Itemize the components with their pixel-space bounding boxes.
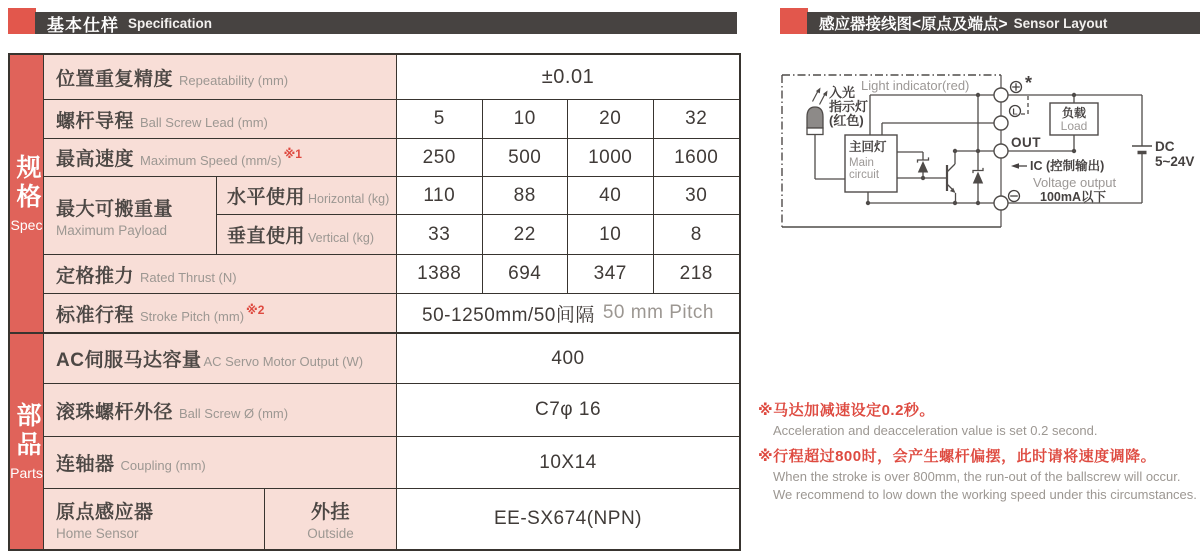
spec-table: [8, 53, 741, 551]
terminal-plus: [994, 88, 1008, 102]
specification-header-bar: [35, 12, 737, 34]
sensor-layout-title-zh: 感应器接线图<原点及端点>: [819, 16, 1008, 33]
sensor-wiring-diagram: [755, 55, 1200, 240]
horizontal-value-2: 88: [483, 177, 569, 215]
horizontal-en: Horizontal (kg): [308, 192, 390, 206]
thrust-en: Rated Thrust (N): [140, 269, 237, 285]
zener-diode-left: [918, 157, 929, 172]
speed-value-3: 1000: [568, 139, 654, 177]
asterisk: *: [1025, 73, 1033, 93]
load-zh: 负载: [1061, 106, 1087, 120]
vertical-value-4: 8: [654, 215, 740, 255]
sidebar-spec: [10, 55, 44, 334]
home-sensor-zh: 原点感应器: [56, 502, 154, 523]
ic-arrow-icon: [1011, 163, 1019, 169]
main-circuit-zh: 主回灯: [849, 140, 887, 154]
note2-en1: When the stroke is over 800mm, the run-out of the ballscrew will occur.: [773, 468, 1181, 484]
light-arrows-icon: [813, 91, 826, 105]
vertical-en: Vertical (kg): [308, 231, 375, 245]
terminal-out: [994, 144, 1008, 158]
load-box: [1050, 103, 1098, 135]
row-coupling-label: [44, 437, 397, 489]
l-glyph-letter: L: [1012, 106, 1018, 117]
repeatability-zh: 位置重复精度: [56, 68, 174, 90]
voltage-output-label: Voltage output: [1033, 175, 1117, 190]
wire-bottom: [868, 192, 1001, 203]
vertical-value-1: 33: [397, 215, 483, 255]
thrust-value-2: 694: [483, 255, 569, 294]
specification-title-zh: 基本仕样: [47, 15, 119, 35]
sidebar-parts-en: Parts: [10, 465, 43, 481]
vertical-value-3: 10: [568, 215, 654, 255]
payload-zh: 最大可搬重量: [56, 198, 174, 220]
sidebar-parts: [10, 334, 44, 549]
sidebar-spec-en: Spec: [10, 217, 43, 233]
footnotes: [758, 402, 1198, 503]
main-circuit-en1: Main: [849, 157, 874, 169]
out-label: OUT: [1011, 135, 1041, 150]
red-accent-square: [8, 8, 36, 34]
specification-title-en: Specification: [128, 15, 213, 31]
speed-zh: 最高速度: [56, 149, 135, 170]
lead-en: Ball Screw Lead (mm): [140, 114, 268, 130]
row-home-sensor-label: [44, 489, 265, 549]
speed-value-1: 250: [397, 139, 483, 177]
lead-value-3: 20: [568, 100, 654, 139]
lead-value-2: 10: [483, 100, 569, 139]
coupling-zh: 连轴器: [56, 454, 115, 475]
red-accent-square: [780, 8, 808, 34]
stroke-footnote-ref: ※2: [246, 302, 265, 317]
ic-label: IC (控制输出): [1030, 159, 1105, 173]
row-repeatability-label: [44, 55, 397, 100]
stroke-value-en: 50 mm Pitch: [602, 302, 714, 323]
screw-value: C7φ 16: [397, 384, 739, 437]
horizontal-value-4: 30: [654, 177, 740, 215]
battery-icon: [1132, 146, 1152, 153]
stroke-value: [397, 294, 739, 334]
motor-en: AC Servo Motor Output (W): [203, 354, 364, 369]
note2-en2: We recommend to low down the working speed under this circumstances.: [773, 486, 1197, 502]
lead-value-4: 32: [654, 100, 740, 139]
main-circuit-en2: circuit: [849, 169, 880, 181]
row-vertical-label: [217, 215, 397, 255]
speed-footnote-ref: ※1: [283, 147, 302, 161]
speed-en: Maximum Speed (mm/s): [140, 153, 282, 168]
row-horizontal-label: [217, 177, 397, 215]
terminal-l: [994, 116, 1008, 130]
light-indicator-zh3: (红色): [829, 113, 864, 128]
thrust-value-3: 347: [568, 255, 654, 294]
home-sensor-value: EE-SX674(NPN): [397, 489, 739, 549]
stroke-en: Stroke Pitch (mm): [140, 308, 245, 324]
screw-zh: 滚珠螺杆外径: [56, 401, 174, 423]
wire-plus-internal: [870, 95, 1001, 135]
outside-zh: 外挂: [310, 502, 350, 523]
light-indicator-zh1: 入光: [829, 85, 856, 100]
note1-en: Acceleration and deacceleration value is set 0.2 second.: [773, 422, 1098, 438]
row-lead-label: [44, 100, 397, 139]
row-motor-label: [44, 334, 397, 384]
horizontal-value-1: 110: [397, 177, 483, 215]
wire-l-select-dashed: [1021, 96, 1028, 114]
home-sensor-outside-label: [265, 489, 397, 549]
note1-zh: ※马达加减速设定0.2秒。: [758, 402, 935, 419]
payload-en: Maximum Payload: [56, 222, 168, 238]
sensor-layout-title-en: Sensor Layout: [1013, 15, 1108, 31]
main-circuit-box: [845, 135, 897, 192]
thrust-value-1: 1388: [397, 255, 483, 294]
lead-value-1: 5: [397, 100, 483, 139]
row-thrust-label: [44, 255, 397, 294]
thrust-zh: 定格推力: [56, 265, 135, 287]
dc-voltage-label: 5~24V: [1155, 154, 1195, 169]
current-limit-label: 100mA以下: [1040, 190, 1106, 204]
light-indicator-en: Light indicator(red): [861, 78, 970, 93]
light-indicator-zh2: 指示灯: [829, 99, 869, 114]
motor-zh: AC伺服马达容量: [56, 350, 202, 371]
lead-zh: 螺杆导程: [56, 110, 135, 132]
note2-zh: ※行程超过800时，会产生螺杆偏摆，此时请将速度调降。: [758, 447, 1157, 465]
coupling-value: 10X14: [397, 437, 739, 489]
repeatability-value: ±0.01: [397, 55, 739, 100]
sidebar-parts-zh: 部品: [13, 402, 41, 460]
sensor-layout-header-bar: [807, 12, 1200, 34]
coupling-en: Coupling (mm): [120, 458, 206, 473]
speed-value-4: 1600: [654, 139, 740, 177]
repeatability-en: Repeatability (mm): [179, 72, 289, 88]
screw-en: Ball Screw Ø (mm): [179, 405, 289, 421]
thrust-value-4: 218: [654, 255, 740, 294]
horizontal-value-3: 40: [568, 177, 654, 215]
wire-led: [815, 135, 845, 179]
home-sensor-en: Home Sensor: [56, 526, 139, 541]
sidebar-spec-zh: 规格: [13, 154, 41, 212]
led-indicator-icon: [807, 88, 828, 135]
load-en: Load: [1060, 119, 1088, 133]
row-screw-label: [44, 384, 397, 437]
transistor-collector: [947, 151, 955, 172]
row-speed-label: [44, 139, 397, 177]
row-stroke-label: [44, 294, 397, 334]
wire-l-internal: [882, 123, 1001, 135]
speed-value-2: 500: [483, 139, 569, 177]
outside-en: Outside: [307, 526, 354, 541]
horizontal-zh: 水平使用: [227, 187, 306, 208]
specification-header: [8, 8, 737, 34]
row-payload-label: [44, 177, 217, 255]
zener-diode-right: [973, 168, 983, 184]
stroke-zh: 标准行程: [56, 304, 135, 326]
terminal-minus: [994, 196, 1008, 210]
stroke-value-zh: 50-1250mm/50间隔: [422, 304, 595, 326]
vertical-value-2: 22: [483, 215, 569, 255]
sensor-layout-header: [780, 8, 1200, 34]
transistor-emitter: [947, 184, 956, 203]
wire-zener1: [897, 152, 923, 178]
vertical-zh: 垂直使用: [227, 226, 306, 247]
dc-label: DC: [1155, 139, 1175, 154]
motor-value: 400: [397, 334, 739, 384]
